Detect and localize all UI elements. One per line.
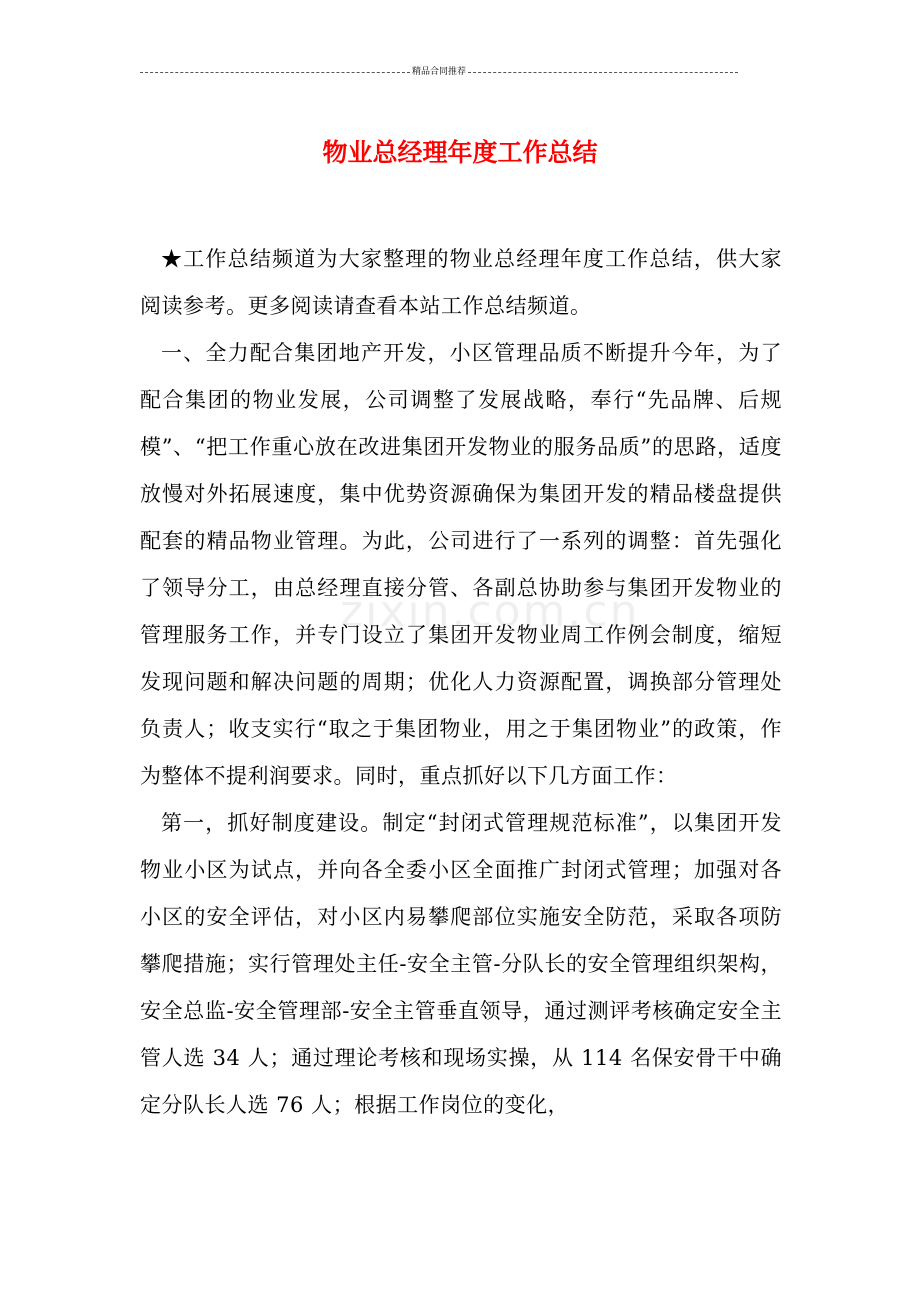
header-label: 精品合同推荐 <box>412 67 467 77</box>
page-header <box>140 66 738 78</box>
header-dashes-left <box>140 72 410 73</box>
section-one-paragraph: 一、全力配合集团地产开发，小区管理品质不断提升今年，为了配合集团的物业发展，公司调整了发展战略，奉行“先品牌、后规模”、“把工作重心放在改进集团开发物业的服务品质”的思路，适度放慢对外拓展速度，集中优势资源确保为集团开发的精品楼盘提供配套的精品物业管理。为此，公司进行了一系列的调整：首先强化了领导分工，由总经理直接分管、各副总协助参与集团开发物业的管理服务工作，并专门设立了集团开发物业周工作例会制度，缩短发现问题和解决问题的周期；优化人力资源配置，调换部分管理处负责人；收支实行“取之于集团物业，用之于集团物业”的政策，作为整体不提利润要求。同时，重点抓好以下几方面工作： <box>140 341 782 788</box>
document-body <box>140 236 782 1129</box>
intro-paragraph: ★工作总结频道为大家整理的物业总经理年度工作总结，供大家阅读参考。更多阅读请查看本站工作总结频道。 <box>140 247 782 318</box>
header-dashes-right <box>468 72 738 73</box>
point-one-paragraph: 第一，抓好制度建设。制定“封闭式管理规范标准”，以集团开发物业小区为试点，并向各全委小区全面推广封闭式管理；加强对各小区的安全评估，对小区内易攀爬部位实施安全防范，采取各项防攀爬措施；实行管理处主任-安全主管-分队长的安全管理组织架构，安全总监-安全管理部-安全主管垂直领导，通过测评考核确定安全主管人选 34 人；通过理论考核和现场实操，从 114 名保安骨干中确定分队长人选 76 人；根据工作岗位的变化， <box>140 811 782 1117</box>
document-title: 物业总经理年度工作总结 <box>322 137 598 167</box>
watermark: zixin.com.cn <box>340 586 640 637</box>
